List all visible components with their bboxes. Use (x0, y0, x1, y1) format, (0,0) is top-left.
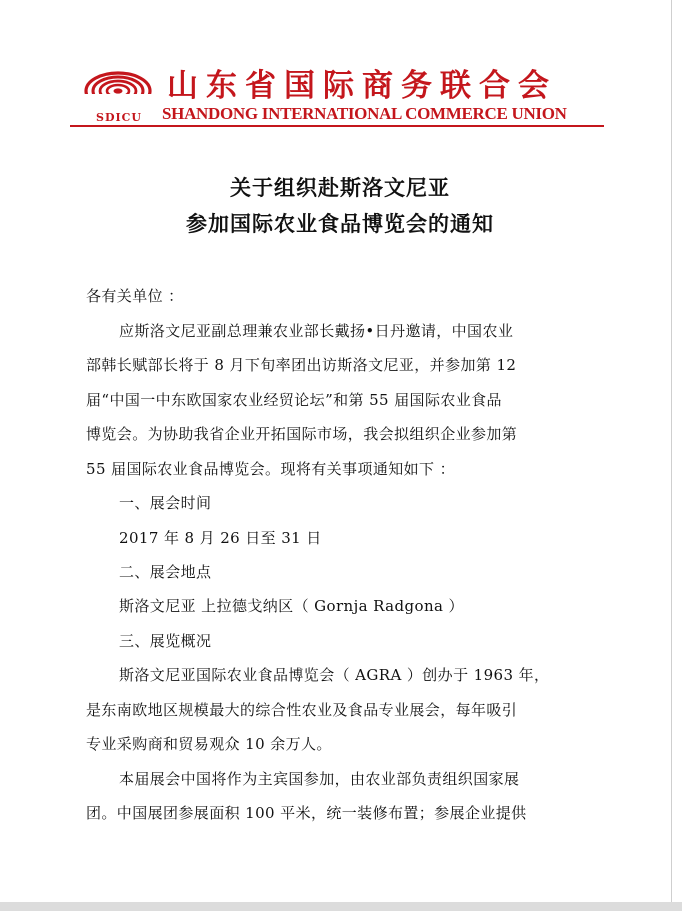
body-paragraph-line: 应斯洛文尼亚副总理兼农业部长戴扬•日丹邀请，中国农业 (119, 322, 514, 340)
body-paragraph-line: 团。中国展团参展面积 100 平米，统一装修布置；参展企业提供 (86, 804, 527, 822)
salutation: 各有关单位 ： (86, 287, 184, 305)
page-edge-bottom (0, 902, 682, 911)
page-edge-right (671, 0, 672, 911)
sdicu-logo-icon (82, 66, 154, 112)
body-paragraph-line: 本届展会中国将作为主宾国参加，由农业部负责组织国家展 (119, 770, 520, 788)
section-heading-location: 二、展会地点 (119, 563, 212, 581)
notice-title-line-1: 关于组织赴斯洛文尼亚 (230, 176, 450, 200)
org-name-cn: 山东省国际商务联合会 (167, 68, 557, 104)
logo-text: SDICU (96, 111, 142, 124)
body-paragraph-line: 部韩长赋部长将于 8 月下旬率团出访斯洛文尼亚，并参加第 12 (86, 356, 517, 374)
section-heading-overview: 三、展览概况 (119, 632, 212, 650)
body-paragraph-line: 是东南欧地区规模最大的综合性农业及食品专业展会，每年吸引 (86, 701, 518, 719)
body-paragraph-line: 届“中国一中东欧国家农业经贸论坛”和第 55 届国际农业食品 (86, 391, 502, 409)
letterhead-divider (70, 125, 604, 127)
section-heading-time: 一、展会时间 (119, 494, 212, 512)
exhibition-dates: 2017 年 8 月 26 日至 31 日 (119, 529, 322, 547)
body-paragraph-line: 博览会。为协助我省企业开拓国际市场，我会拟组织企业参加第 (86, 425, 518, 443)
notice-title-line-2: 参加国际农业食品博览会的通知 (186, 212, 494, 236)
body-paragraph-line: 55 届国际农业食品博览会。现将有关事项通知如下 ： (86, 460, 456, 478)
body-paragraph-line: 专业采购商和贸易观众 10 余万人。 (86, 735, 332, 753)
exhibition-location: 斯洛文尼亚 上拉德戈纳区（ Gornja Radgona ） (119, 597, 464, 615)
body-paragraph-line: 斯洛文尼亚国际农业食品博览会（ AGRA ）创办于 1963 年， (119, 666, 550, 684)
org-name-en: SHANDONG INTERNATIONAL COMMERCE UNION (162, 104, 567, 123)
